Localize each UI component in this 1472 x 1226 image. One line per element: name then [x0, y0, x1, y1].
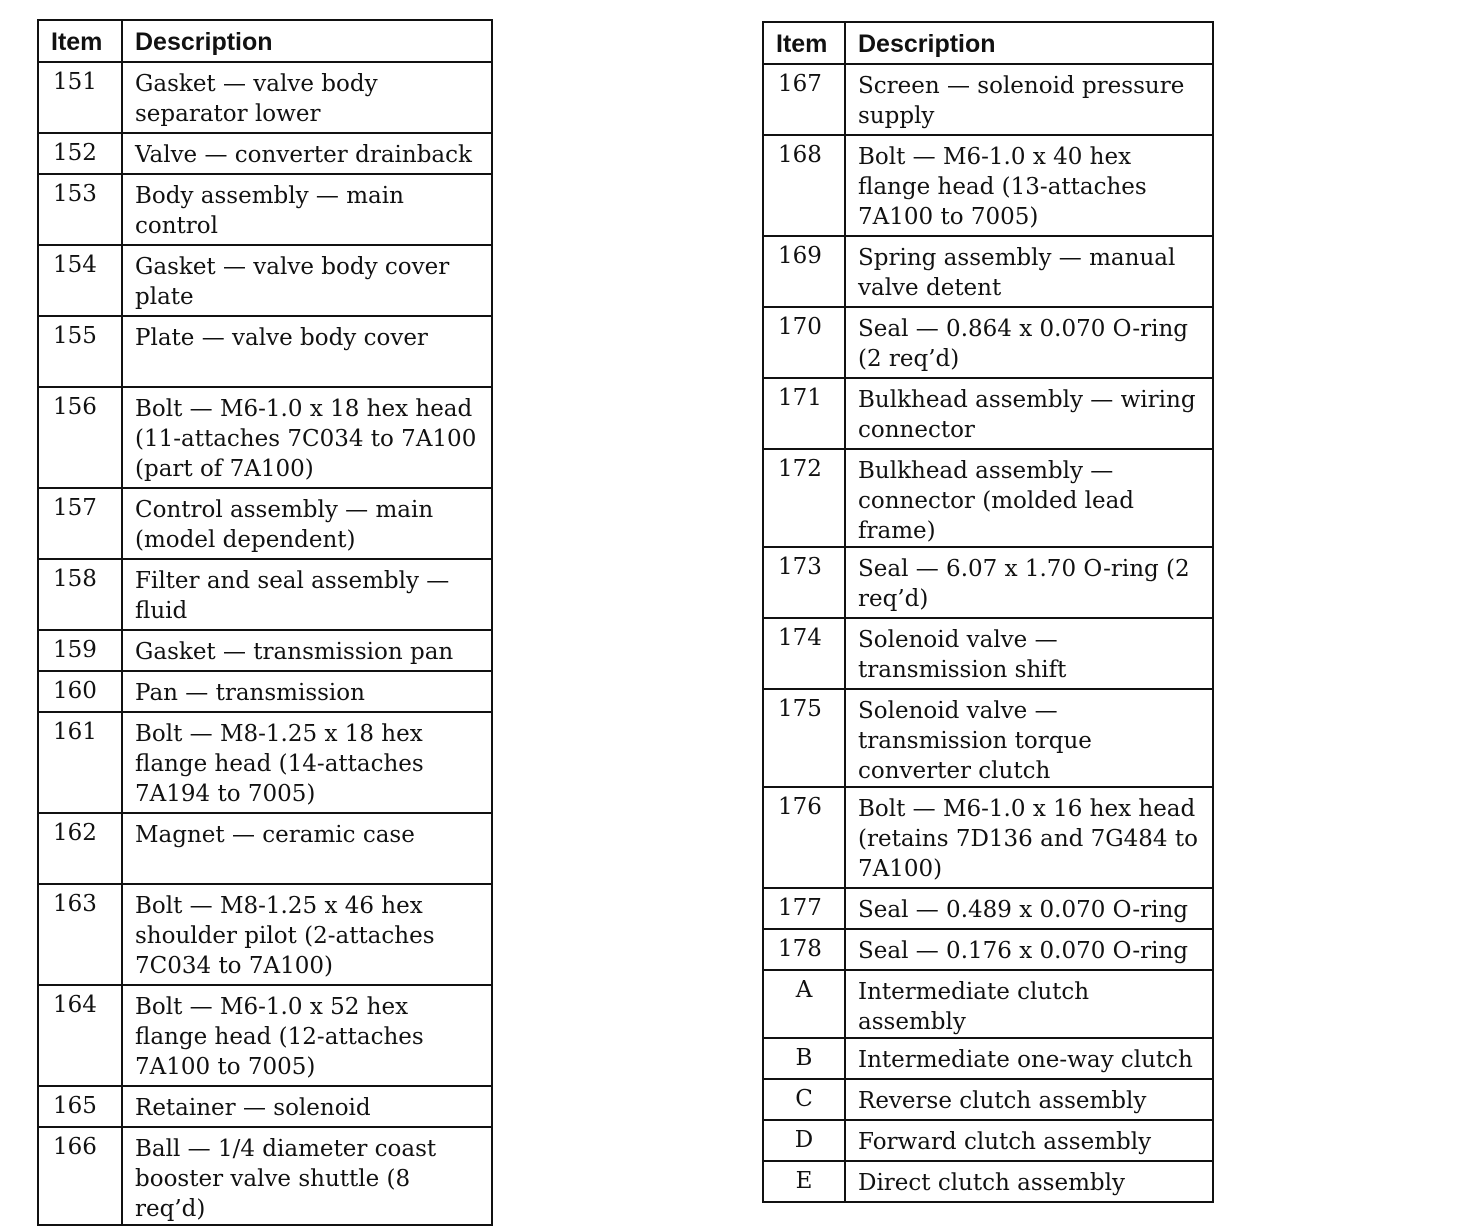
table-row [38, 488, 492, 559]
item-number: 166 [38, 1127, 122, 1225]
item-description: Magnet — ceramic case [122, 813, 492, 884]
table-row [763, 787, 1213, 888]
header-row [38, 20, 492, 62]
item-number: 162 [38, 813, 122, 884]
item-number: 151 [38, 62, 122, 133]
item-description: Gasket — transmission pan [122, 630, 492, 671]
item-number: 165 [38, 1086, 122, 1127]
item-number: 172 [763, 449, 845, 547]
table-row [763, 236, 1213, 307]
table-row [38, 387, 492, 488]
item-letter: C [763, 1079, 845, 1120]
table-row [763, 307, 1213, 378]
table-row [763, 64, 1213, 135]
item-number: 152 [38, 133, 122, 174]
parts-table-right [762, 21, 1214, 1203]
item-number: 153 [38, 174, 122, 245]
item-description: Bolt — M6-1.0 x 18 hex head (11-attaches 7C034 to 7A100 (part of 7A100) [122, 387, 492, 488]
item-letter: A [763, 970, 845, 1038]
item-number: 176 [763, 787, 845, 888]
item-column-header: Item [763, 22, 845, 64]
item-description: Reverse clutch assembly [845, 1079, 1213, 1120]
item-number: 161 [38, 712, 122, 813]
item-number: 174 [763, 618, 845, 689]
item-number: 163 [38, 884, 122, 985]
item-description: Seal — 0.489 x 0.070 O-ring [845, 888, 1213, 929]
table-row [763, 888, 1213, 929]
table-row [763, 135, 1213, 236]
table-row [763, 1120, 1213, 1161]
item-description: Screen — solenoid pressure supply [845, 64, 1213, 135]
table-row [38, 671, 492, 712]
item-description: Gasket — valve body separator lower [122, 62, 492, 133]
table-row [38, 985, 492, 1086]
item-description: Solenoid valve — transmission torque converter clutch [845, 689, 1213, 787]
item-description: Bulkhead assembly — connector (molded lead frame) [845, 449, 1213, 547]
item-description: Intermediate one-way clutch [845, 1038, 1213, 1079]
item-number: 159 [38, 630, 122, 671]
item-description: Valve — converter drainback [122, 133, 492, 174]
item-description: Retainer — solenoid [122, 1086, 492, 1127]
item-number: 157 [38, 488, 122, 559]
table-row [763, 970, 1213, 1038]
table-row [763, 1038, 1213, 1079]
item-description: Intermediate clutch assembly [845, 970, 1213, 1038]
item-description: Plate — valve body cover [122, 316, 492, 387]
item-description: Forward clutch assembly [845, 1120, 1213, 1161]
table-row [38, 316, 492, 387]
item-number: 171 [763, 378, 845, 449]
table-row [763, 929, 1213, 970]
item-description: Bolt — M8-1.25 x 46 hex shoulder pilot (2-attaches 7C034 to 7A100) [122, 884, 492, 985]
table-row [38, 133, 492, 174]
description-column-header: Description [122, 20, 492, 62]
item-description: Control assembly — main (model dependent) [122, 488, 492, 559]
table-row [38, 630, 492, 671]
item-description: Body assembly — main control [122, 174, 492, 245]
item-number: 178 [763, 929, 845, 970]
table-row [763, 689, 1213, 787]
item-number: 154 [38, 245, 122, 316]
table-row [763, 1079, 1213, 1120]
table-row [763, 1161, 1213, 1202]
table-row [763, 378, 1213, 449]
item-description: Pan — transmission [122, 671, 492, 712]
table-row [38, 712, 492, 813]
item-number: 156 [38, 387, 122, 488]
table-row [38, 884, 492, 985]
item-description: Seal — 6.07 x 1.70 O-ring (2 req’d) [845, 547, 1213, 618]
item-description: Bolt — M6-1.0 x 52 hex flange head (12-attaches 7A100 to 7005) [122, 985, 492, 1086]
item-description: Bulkhead assembly — wiring connector [845, 378, 1213, 449]
table-row [38, 1127, 492, 1225]
table-row [38, 174, 492, 245]
header-row [763, 22, 1213, 64]
item-number: 173 [763, 547, 845, 618]
item-description: Direct clutch assembly [845, 1161, 1213, 1202]
item-column-header: Item [38, 20, 122, 62]
item-number: 177 [763, 888, 845, 929]
item-number: 170 [763, 307, 845, 378]
item-description: Bolt — M8-1.25 x 18 hex flange head (14-attaches 7A194 to 7005) [122, 712, 492, 813]
item-description: Solenoid valve — transmission shift [845, 618, 1213, 689]
table-row [38, 62, 492, 133]
table-row [763, 449, 1213, 547]
item-number: 160 [38, 671, 122, 712]
item-number: 169 [763, 236, 845, 307]
item-number: 164 [38, 985, 122, 1086]
item-description: Bolt — M6-1.0 x 16 hex head (retains 7D136 and 7G484 to 7A100) [845, 787, 1213, 888]
table-row [38, 559, 492, 630]
table-row [38, 1086, 492, 1127]
item-number: 155 [38, 316, 122, 387]
item-description: Ball — 1/4 diameter coast booster valve shuttle (8 req’d) [122, 1127, 492, 1225]
item-description: Seal — 0.864 x 0.070 O-ring (2 req’d) [845, 307, 1213, 378]
item-description: Seal — 0.176 x 0.070 O-ring [845, 929, 1213, 970]
parts-table-left [37, 19, 493, 1226]
description-column-header: Description [845, 22, 1213, 64]
item-letter: B [763, 1038, 845, 1079]
item-number: 168 [763, 135, 845, 236]
item-description: Filter and seal assembly — fluid [122, 559, 492, 630]
item-number: 175 [763, 689, 845, 787]
table-row [763, 618, 1213, 689]
table-row [38, 245, 492, 316]
item-description: Spring assembly — manual valve detent [845, 236, 1213, 307]
item-description: Gasket — valve body cover plate [122, 245, 492, 316]
table-row [38, 813, 492, 884]
item-description: Bolt — M6-1.0 x 40 hex flange head (13-attaches 7A100 to 7005) [845, 135, 1213, 236]
item-letter: D [763, 1120, 845, 1161]
item-letter: E [763, 1161, 845, 1202]
item-number: 167 [763, 64, 845, 135]
item-number: 158 [38, 559, 122, 630]
table-row [763, 547, 1213, 618]
